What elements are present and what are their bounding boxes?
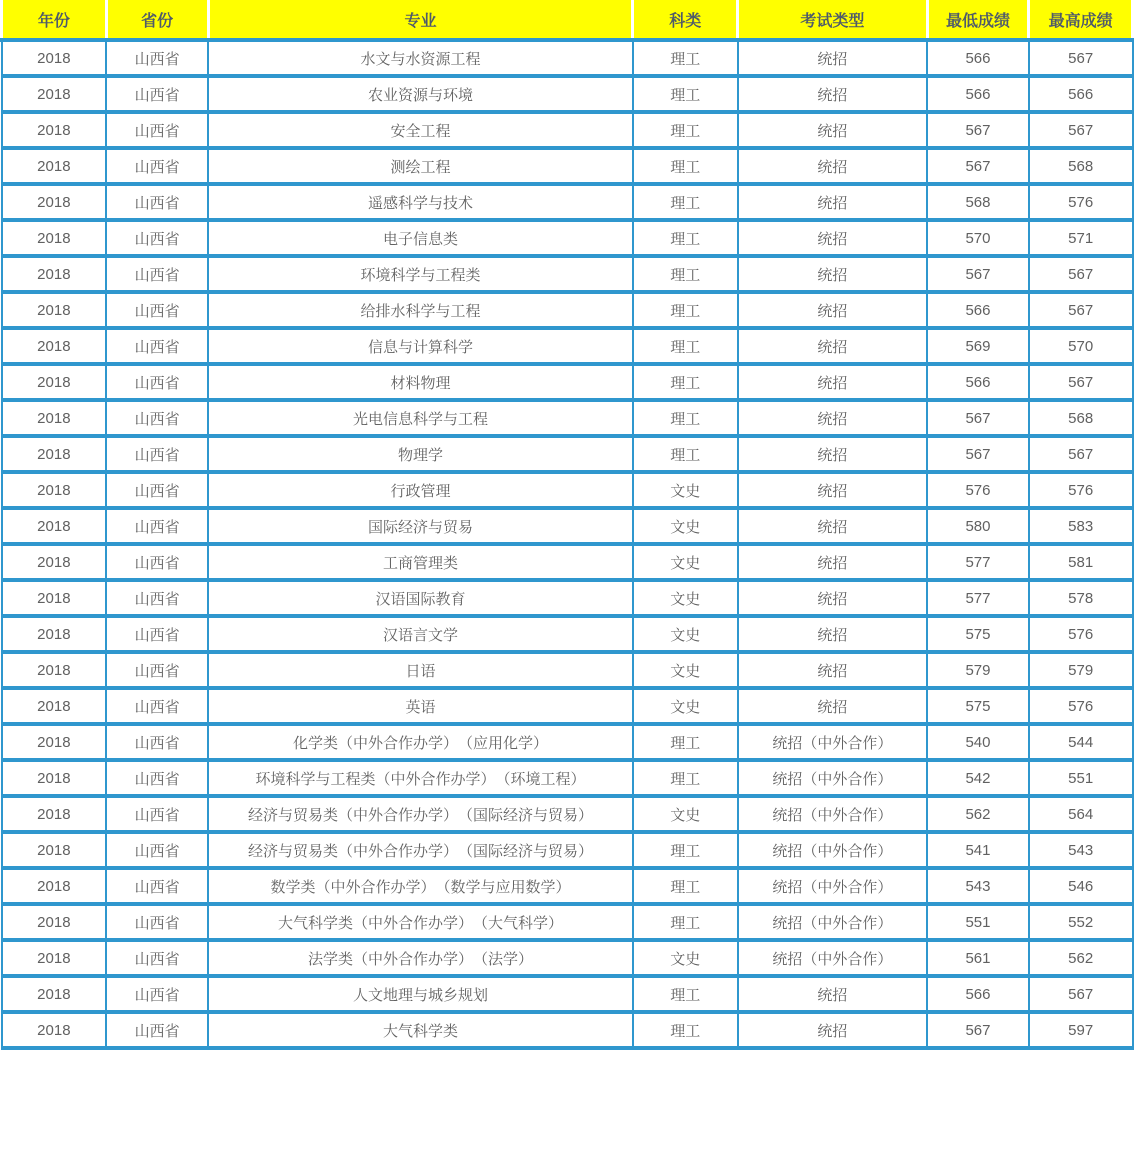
- table-row: [2, 760, 1133, 796]
- cell-major: 物理学: [208, 436, 633, 472]
- cell-province: 山西省: [106, 652, 208, 688]
- cell-year: 2018: [2, 256, 107, 292]
- column-header-min-score: 最低成绩: [927, 0, 1029, 40]
- cell-year: 2018: [2, 472, 107, 508]
- cell-max-score: 562: [1029, 940, 1133, 976]
- cell-min-score: 566: [927, 76, 1029, 112]
- cell-major: 环境科学与工程类（中外合作办学） （环境工程）: [208, 760, 633, 796]
- cell-province: 山西省: [106, 904, 208, 940]
- cell-exam-type: 统招: [738, 544, 927, 580]
- cell-year: 2018: [2, 688, 107, 724]
- table-row: [2, 148, 1133, 184]
- cell-exam-type: 统招（中外合作）: [738, 832, 927, 868]
- cell-year: 2018: [2, 868, 107, 904]
- cell-exam-type: 统招: [738, 76, 927, 112]
- table-row: [2, 256, 1133, 292]
- cell-major: 日语: [208, 652, 633, 688]
- cell-max-score: 552: [1029, 904, 1133, 940]
- table-row: [2, 976, 1133, 1012]
- cell-max-score: 551: [1029, 760, 1133, 796]
- cell-province: 山西省: [106, 112, 208, 148]
- cell-province: 山西省: [106, 940, 208, 976]
- cell-max-score: 576: [1029, 688, 1133, 724]
- cell-province: 山西省: [106, 616, 208, 652]
- cell-exam-type: 统招: [738, 256, 927, 292]
- cell-major: 材料物理: [208, 364, 633, 400]
- table-row: [2, 40, 1133, 76]
- cell-exam-type: 统招: [738, 616, 927, 652]
- cell-province: 山西省: [106, 256, 208, 292]
- cell-exam-type: 统招: [738, 220, 927, 256]
- cell-max-score: 567: [1029, 256, 1133, 292]
- cell-year: 2018: [2, 40, 107, 76]
- cell-year: 2018: [2, 1012, 107, 1048]
- cell-max-score: 567: [1029, 40, 1133, 76]
- cell-min-score: 579: [927, 652, 1029, 688]
- cell-max-score: 566: [1029, 76, 1133, 112]
- cell-subject-category: 理工: [633, 220, 738, 256]
- cell-subject-category: 文史: [633, 940, 738, 976]
- cell-year: 2018: [2, 148, 107, 184]
- cell-year: 2018: [2, 184, 107, 220]
- cell-exam-type: 统招（中外合作）: [738, 868, 927, 904]
- cell-subject-category: 文史: [633, 472, 738, 508]
- cell-major: 汉语言文学: [208, 616, 633, 652]
- cell-exam-type: 统招（中外合作）: [738, 796, 927, 832]
- table-row: [2, 832, 1133, 868]
- table-row: [2, 508, 1133, 544]
- cell-province: 山西省: [106, 220, 208, 256]
- cell-max-score: 583: [1029, 508, 1133, 544]
- cell-max-score: 581: [1029, 544, 1133, 580]
- table-row: [2, 616, 1133, 652]
- cell-subject-category: 文史: [633, 616, 738, 652]
- cell-exam-type: 统招: [738, 184, 927, 220]
- cell-min-score: 540: [927, 724, 1029, 760]
- cell-major: 经济与贸易类（中外合作办学） （国际经济与贸易）: [208, 832, 633, 868]
- cell-year: 2018: [2, 292, 107, 328]
- table-row: [2, 580, 1133, 616]
- cell-year: 2018: [2, 544, 107, 580]
- cell-max-score: 567: [1029, 292, 1133, 328]
- cell-year: 2018: [2, 112, 107, 148]
- cell-max-score: 568: [1029, 148, 1133, 184]
- cell-subject-category: 理工: [633, 904, 738, 940]
- cell-exam-type: 统招: [738, 688, 927, 724]
- cell-year: 2018: [2, 724, 107, 760]
- cell-province: 山西省: [106, 688, 208, 724]
- cell-max-score: 576: [1029, 184, 1133, 220]
- header-row: [2, 0, 1133, 40]
- cell-province: 山西省: [106, 724, 208, 760]
- cell-subject-category: 理工: [633, 328, 738, 364]
- cell-major: 水文与水资源工程: [208, 40, 633, 76]
- cell-min-score: 577: [927, 544, 1029, 580]
- cell-province: 山西省: [106, 472, 208, 508]
- table-row: [2, 904, 1133, 940]
- cell-major: 给排水科学与工程: [208, 292, 633, 328]
- cell-major: 化学类（中外合作办学） （应用化学）: [208, 724, 633, 760]
- cell-major: 英语: [208, 688, 633, 724]
- cell-subject-category: 文史: [633, 508, 738, 544]
- cell-year: 2018: [2, 508, 107, 544]
- column-header-subject-category: 科类: [633, 0, 738, 40]
- cell-max-score: 597: [1029, 1012, 1133, 1048]
- cell-max-score: 578: [1029, 580, 1133, 616]
- cell-exam-type: 统招: [738, 364, 927, 400]
- cell-province: 山西省: [106, 292, 208, 328]
- cell-province: 山西省: [106, 832, 208, 868]
- cell-min-score: 575: [927, 616, 1029, 652]
- cell-max-score: 564: [1029, 796, 1133, 832]
- cell-min-score: 567: [927, 148, 1029, 184]
- cell-exam-type: 统招: [738, 148, 927, 184]
- table-row: [2, 688, 1133, 724]
- cell-subject-category: 理工: [633, 292, 738, 328]
- cell-min-score: 576: [927, 472, 1029, 508]
- cell-subject-category: 理工: [633, 868, 738, 904]
- cell-min-score: 566: [927, 40, 1029, 76]
- cell-exam-type: 统招: [738, 112, 927, 148]
- cell-subject-category: 理工: [633, 256, 738, 292]
- cell-max-score: 567: [1029, 364, 1133, 400]
- cell-min-score: 566: [927, 976, 1029, 1012]
- table-row: [2, 796, 1133, 832]
- cell-exam-type: 统招: [738, 292, 927, 328]
- cell-province: 山西省: [106, 148, 208, 184]
- cell-subject-category: 文史: [633, 688, 738, 724]
- cell-exam-type: 统招（中外合作）: [738, 904, 927, 940]
- cell-max-score: 567: [1029, 976, 1133, 1012]
- cell-min-score: 567: [927, 256, 1029, 292]
- table-row: [2, 76, 1133, 112]
- cell-max-score: 543: [1029, 832, 1133, 868]
- cell-year: 2018: [2, 220, 107, 256]
- cell-subject-category: 理工: [633, 760, 738, 796]
- cell-min-score: 566: [927, 292, 1029, 328]
- cell-exam-type: 统招: [738, 976, 927, 1012]
- cell-province: 山西省: [106, 580, 208, 616]
- cell-max-score: 546: [1029, 868, 1133, 904]
- cell-major: 工商管理类: [208, 544, 633, 580]
- cell-major: 测绘工程: [208, 148, 633, 184]
- cell-year: 2018: [2, 940, 107, 976]
- cell-year: 2018: [2, 364, 107, 400]
- cell-subject-category: 理工: [633, 1012, 738, 1048]
- cell-exam-type: 统招: [738, 508, 927, 544]
- cell-exam-type: 统招（中外合作）: [738, 940, 927, 976]
- column-header-major: 专业: [208, 0, 633, 40]
- cell-province: 山西省: [106, 760, 208, 796]
- cell-province: 山西省: [106, 76, 208, 112]
- cell-exam-type: 统招: [738, 472, 927, 508]
- cell-major: 数学类（中外合作办学） （数学与应用数学）: [208, 868, 633, 904]
- table-row: [2, 328, 1133, 364]
- cell-year: 2018: [2, 400, 107, 436]
- cell-major: 人文地理与城乡规划: [208, 976, 633, 1012]
- cell-province: 山西省: [106, 184, 208, 220]
- cell-min-score: 575: [927, 688, 1029, 724]
- cell-exam-type: 统招: [738, 400, 927, 436]
- cell-province: 山西省: [106, 436, 208, 472]
- table-row: [2, 724, 1133, 760]
- cell-subject-category: 理工: [633, 148, 738, 184]
- cell-province: 山西省: [106, 544, 208, 580]
- cell-province: 山西省: [106, 400, 208, 436]
- cell-province: 山西省: [106, 976, 208, 1012]
- table-row: [2, 472, 1133, 508]
- column-header-province: 省份: [106, 0, 208, 40]
- cell-exam-type: 统招（中外合作）: [738, 724, 927, 760]
- cell-year: 2018: [2, 976, 107, 1012]
- cell-year: 2018: [2, 328, 107, 364]
- cell-year: 2018: [2, 760, 107, 796]
- cell-min-score: 570: [927, 220, 1029, 256]
- cell-exam-type: 统招（中外合作）: [738, 760, 927, 796]
- cell-min-score: 568: [927, 184, 1029, 220]
- table-row: [2, 112, 1133, 148]
- cell-max-score: 570: [1029, 328, 1133, 364]
- cell-major: 汉语国际教育: [208, 580, 633, 616]
- cell-major: 遥感科学与技术: [208, 184, 633, 220]
- cell-subject-category: 理工: [633, 400, 738, 436]
- cell-max-score: 576: [1029, 616, 1133, 652]
- cell-exam-type: 统招: [738, 328, 927, 364]
- cell-subject-category: 理工: [633, 76, 738, 112]
- cell-subject-category: 理工: [633, 364, 738, 400]
- cell-major: 信息与计算科学: [208, 328, 633, 364]
- column-header-year: 年份: [2, 0, 107, 40]
- cell-max-score: 571: [1029, 220, 1133, 256]
- column-header-exam-type: 考试类型: [738, 0, 927, 40]
- cell-subject-category: 理工: [633, 184, 738, 220]
- cell-major: 行政管理: [208, 472, 633, 508]
- cell-subject-category: 文史: [633, 652, 738, 688]
- cell-max-score: 568: [1029, 400, 1133, 436]
- cell-province: 山西省: [106, 796, 208, 832]
- table-header: [2, 0, 1133, 40]
- cell-year: 2018: [2, 652, 107, 688]
- table-row: [2, 1012, 1133, 1048]
- cell-subject-category: 理工: [633, 724, 738, 760]
- cell-subject-category: 理工: [633, 976, 738, 1012]
- cell-year: 2018: [2, 580, 107, 616]
- cell-min-score: 551: [927, 904, 1029, 940]
- cell-min-score: 543: [927, 868, 1029, 904]
- cell-min-score: 562: [927, 796, 1029, 832]
- cell-province: 山西省: [106, 40, 208, 76]
- table-row: [2, 868, 1133, 904]
- cell-year: 2018: [2, 616, 107, 652]
- cell-subject-category: 文史: [633, 544, 738, 580]
- cell-major: 法学类（中外合作办学） （法学）: [208, 940, 633, 976]
- table-row: [2, 220, 1133, 256]
- cell-exam-type: 统招: [738, 652, 927, 688]
- cell-province: 山西省: [106, 1012, 208, 1048]
- cell-min-score: 567: [927, 112, 1029, 148]
- cell-max-score: 567: [1029, 436, 1133, 472]
- cell-year: 2018: [2, 904, 107, 940]
- table-row: [2, 184, 1133, 220]
- cell-major: 环境科学与工程类: [208, 256, 633, 292]
- cell-subject-category: 理工: [633, 112, 738, 148]
- cell-min-score: 566: [927, 364, 1029, 400]
- cell-subject-category: 理工: [633, 40, 738, 76]
- cell-major: 电子信息类: [208, 220, 633, 256]
- table-row: [2, 652, 1133, 688]
- cell-subject-category: 文史: [633, 796, 738, 832]
- cell-major: 大气科学类: [208, 1012, 633, 1048]
- cell-major: 大气科学类（中外合作办学） （大气科学）: [208, 904, 633, 940]
- table-row: [2, 544, 1133, 580]
- cell-exam-type: 统招: [738, 436, 927, 472]
- cell-max-score: 576: [1029, 472, 1133, 508]
- cell-province: 山西省: [106, 364, 208, 400]
- column-header-max-score: 最高成绩: [1029, 0, 1133, 40]
- cell-year: 2018: [2, 832, 107, 868]
- cell-min-score: 542: [927, 760, 1029, 796]
- cell-min-score: 541: [927, 832, 1029, 868]
- cell-max-score: 544: [1029, 724, 1133, 760]
- cell-exam-type: 统招: [738, 580, 927, 616]
- cell-exam-type: 统招: [738, 40, 927, 76]
- table-row: [2, 436, 1133, 472]
- cell-province: 山西省: [106, 508, 208, 544]
- cell-major: 安全工程: [208, 112, 633, 148]
- table-row: [2, 400, 1133, 436]
- cell-min-score: 577: [927, 580, 1029, 616]
- cell-subject-category: 文史: [633, 580, 738, 616]
- table-row: [2, 292, 1133, 328]
- cell-min-score: 569: [927, 328, 1029, 364]
- cell-province: 山西省: [106, 868, 208, 904]
- cell-max-score: 579: [1029, 652, 1133, 688]
- cell-major: 光电信息科学与工程: [208, 400, 633, 436]
- cell-min-score: 567: [927, 400, 1029, 436]
- table-row: [2, 364, 1133, 400]
- cell-min-score: 567: [927, 1012, 1029, 1048]
- cell-major: 经济与贸易类（中外合作办学） （国际经济与贸易）: [208, 796, 633, 832]
- table-row: [2, 940, 1133, 976]
- cell-year: 2018: [2, 436, 107, 472]
- cell-year: 2018: [2, 796, 107, 832]
- cell-major: 农业资源与环境: [208, 76, 633, 112]
- table-body: [2, 40, 1133, 1048]
- cell-min-score: 567: [927, 436, 1029, 472]
- cell-subject-category: 理工: [633, 436, 738, 472]
- cell-min-score: 580: [927, 508, 1029, 544]
- cell-major: 国际经济与贸易: [208, 508, 633, 544]
- cell-exam-type: 统招: [738, 1012, 927, 1048]
- cell-province: 山西省: [106, 328, 208, 364]
- cell-year: 2018: [2, 76, 107, 112]
- cell-min-score: 561: [927, 940, 1029, 976]
- cell-max-score: 567: [1029, 112, 1133, 148]
- cell-subject-category: 理工: [633, 832, 738, 868]
